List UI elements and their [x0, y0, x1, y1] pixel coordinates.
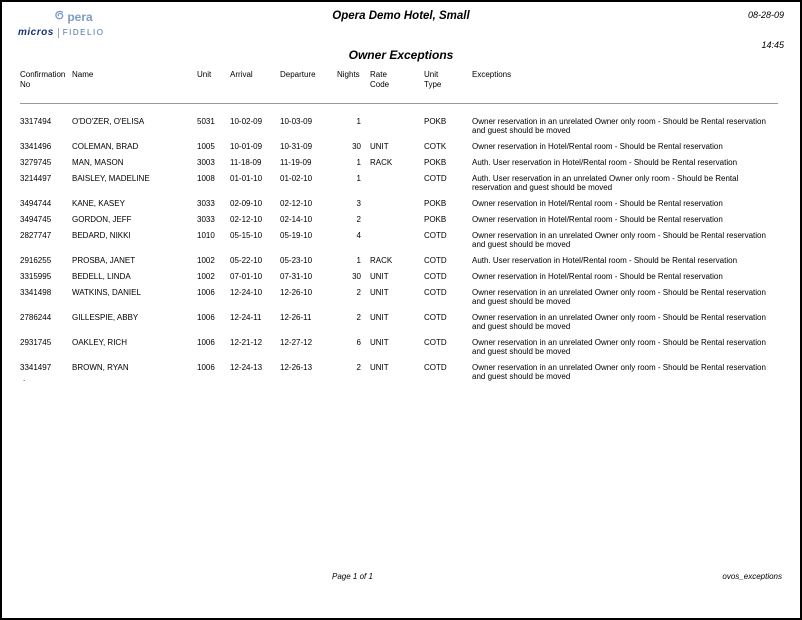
cell-unit: 1010	[197, 231, 215, 240]
cell-exception: Owner reservation in an unrelated Owner only room - Should be Rental reservation and guest should be moved	[472, 338, 766, 356]
col-header-line: Confirmation	[20, 70, 66, 79]
page-number-label: Page 1 of 1	[332, 572, 373, 581]
table-row	[20, 104, 778, 140]
cell-name: MAN, MASON	[72, 158, 124, 167]
col-header-nights	[337, 70, 363, 104]
col-header-line: Name	[72, 70, 94, 79]
cell-unit: 1008	[197, 174, 215, 183]
col-header-unit	[192, 70, 230, 104]
cell-unit-type: POKB	[424, 158, 447, 167]
col-header-line: Arrival	[230, 70, 253, 79]
cell-rate-code: UNIT	[370, 313, 389, 322]
table-row	[20, 139, 778, 155]
cell-unit: 1002	[197, 256, 215, 265]
cell-name: O'DO'ZER, O'ELISA	[72, 117, 145, 126]
col-header-arrival	[230, 70, 280, 104]
cell-rate-code	[363, 104, 417, 140]
cell-nights: 1	[356, 256, 361, 265]
table-row	[20, 253, 778, 269]
table-row	[20, 171, 778, 196]
report-run-date: 08-28-09	[747, 10, 784, 20]
cell-exception: Auth. User reservation in Hotel/Rental room - Should be Rental reservation	[472, 158, 738, 167]
report-title: Owner Exceptions	[348, 48, 454, 62]
cell-exception: Owner reservation in Hotel/Rental room - Should be Rental reservation	[472, 142, 723, 151]
cell-unit-type: COTD	[424, 313, 447, 322]
cell-departure: 12-26-13	[280, 363, 313, 372]
cell-unit: 1006	[197, 313, 215, 322]
cell-confirmation-no: 3341498	[20, 288, 52, 297]
cell-departure: 12-26-11	[280, 313, 312, 322]
cell-name: GILLESPIE, ABBY	[72, 313, 139, 322]
table-row	[20, 212, 778, 228]
table-header-row	[20, 70, 778, 104]
micros-fidelio-logo	[18, 27, 128, 38]
cell-confirmation-no: 2931745	[20, 338, 52, 347]
table-row	[20, 228, 778, 253]
table-body	[20, 104, 778, 386]
opera-logo-text: pera	[67, 10, 93, 24]
cell-rate-code: UNIT	[370, 338, 389, 347]
col-header-line: Nights	[337, 70, 360, 79]
report-file-name: ovos_exceptions	[722, 572, 782, 581]
cell-unit: 3033	[197, 215, 215, 224]
cell-exception: Auth. User reservation in an unrelated Owner only room - Should be Rental reservation and guest should be moved	[472, 174, 739, 192]
cell-confirmation-no: 3315995	[20, 272, 52, 281]
cell-unit-type: POKB	[424, 199, 447, 208]
cell-rate-code: UNIT	[370, 142, 389, 151]
cell-unit-type: COTD	[424, 363, 447, 372]
cell-unit-type: COTD	[424, 174, 447, 183]
cell-unit-type: COTD	[424, 272, 447, 281]
cell-unit-type: COTD	[424, 288, 447, 297]
col-header-unit-type	[417, 70, 465, 104]
cell-exception: Owner reservation in Hotel/Rental room - Should be Rental reservation	[472, 272, 723, 281]
cell-confirmation-no: 2827747	[20, 231, 52, 240]
col-header-confirmation-no	[20, 70, 72, 104]
cell-rate-code: RACK	[370, 158, 393, 167]
cell-departure: 02-14-10	[280, 215, 313, 224]
table-row	[20, 335, 778, 360]
cell-name: BEDARD, NIKKI	[72, 231, 131, 240]
cell-arrival: 12-24-11	[230, 313, 262, 322]
exceptions-table	[20, 70, 778, 385]
table-row	[20, 360, 778, 385]
cell-confirmation-no: 3214497	[20, 174, 52, 183]
cell-rate-code: RACK	[370, 256, 393, 265]
cell-nights: 2	[356, 363, 361, 372]
cell-confirmation-no: 3317494	[20, 117, 52, 126]
micros-logo-text: micros	[18, 27, 54, 38]
cell-nights: 30	[352, 142, 361, 151]
col-header-rate-code	[363, 70, 417, 104]
table-row	[20, 285, 778, 310]
cell-nights: 4	[356, 231, 361, 240]
cell-exception: Owner reservation in Hotel/Rental room - Should be Rental reservation	[472, 215, 723, 224]
cell-nights: 1	[356, 174, 361, 183]
cell-departure: 10-03-09	[280, 117, 313, 126]
cell-nights: 1	[356, 117, 361, 126]
cell-confirmation-no: 3494745	[20, 215, 52, 224]
cell-departure: 05-19-10	[280, 231, 313, 240]
stray-period-mark: .	[23, 374, 26, 383]
cell-departure: 10-31-09	[280, 142, 313, 151]
cell-name: KANE, KASEY	[72, 199, 125, 208]
cell-unit-type: COTD	[424, 231, 447, 240]
cell-unit: 3003	[197, 158, 215, 167]
cell-arrival: 02-12-10	[230, 215, 263, 224]
cell-nights: 2	[356, 215, 361, 224]
cell-rate-code	[363, 212, 417, 228]
report-run-time: 14:45	[761, 40, 784, 50]
cell-nights: 6	[356, 338, 361, 347]
cell-unit: 3033	[197, 199, 215, 208]
cell-name: BEDELL, LINDA	[72, 272, 131, 281]
cell-confirmation-no: 2786244	[20, 313, 52, 322]
cell-exception: Owner reservation in an unrelated Owner only room - Should be Rental reservation and guest should be moved	[472, 363, 766, 381]
cell-arrival: 10-01-09	[230, 142, 263, 151]
cell-arrival: 11-18-09	[230, 158, 262, 167]
cell-exception: Owner reservation in an unrelated Owner only room - Should be Rental reservation and guest should be moved	[472, 231, 766, 249]
cell-name: WATKINS, DANIEL	[72, 288, 141, 297]
cell-exception: Owner reservation in Hotel/Rental room - Should be Rental reservation	[472, 199, 723, 208]
col-header-name	[72, 70, 192, 104]
cell-nights: 3	[356, 199, 361, 208]
cell-exception: Owner reservation in an unrelated Owner only room - Should be Rental reservation and guest should be moved	[472, 313, 766, 331]
logo-divider	[58, 28, 59, 38]
col-header-line: Unit	[197, 70, 212, 79]
exceptions-table-wrap	[20, 70, 778, 385]
cell-exception: Owner reservation in an unrelated Owner only room - Should be Rental reservation and guest should be moved	[472, 288, 766, 306]
cell-nights: 30	[352, 272, 361, 281]
cell-arrival: 05-22-10	[230, 256, 263, 265]
cell-unit-type: COTD	[424, 338, 447, 347]
cell-arrival: 02-09-10	[230, 199, 263, 208]
col-header-line: Rate	[370, 70, 387, 79]
cell-unit: 1006	[197, 288, 215, 297]
cell-nights: 2	[356, 288, 361, 297]
cell-unit-type: COTK	[424, 142, 447, 151]
col-header-line: No	[20, 79, 31, 89]
cell-unit-type: COTD	[424, 256, 447, 265]
cell-rate-code: UNIT	[370, 272, 389, 281]
cell-arrival: 12-24-10	[230, 288, 263, 297]
cell-name: GORDON, JEFF	[72, 215, 132, 224]
cell-arrival: 12-24-13	[230, 363, 263, 372]
cell-rate-code	[363, 171, 417, 196]
cell-unit: 5031	[197, 117, 215, 126]
col-header-departure	[280, 70, 337, 104]
cell-exception: Owner reservation in an unrelated Owner only room - Should be Rental reservation and guest should be moved	[472, 117, 766, 135]
col-header-line: Code	[370, 79, 390, 89]
cell-confirmation-no: 3279745	[20, 158, 52, 167]
col-header-line: Departure	[280, 70, 316, 79]
cell-unit-type: POKB	[424, 117, 447, 126]
cell-rate-code: UNIT	[370, 363, 389, 372]
cell-arrival: 01-01-10	[230, 174, 263, 183]
cell-confirmation-no: 3494744	[20, 199, 52, 208]
table-row	[20, 310, 778, 335]
hotel-title: Opera Demo Hotel, Small	[332, 10, 470, 22]
cell-name: BROWN, RYAN	[72, 363, 129, 372]
cell-name: BAISLEY, MADELINE	[72, 174, 150, 183]
cell-confirmation-no: 3341496	[20, 142, 52, 151]
col-header-line: Unit	[424, 70, 439, 79]
col-header-line: Exceptions	[472, 70, 512, 79]
cell-unit-type: POKB	[424, 215, 447, 224]
cell-departure: 02-12-10	[280, 199, 313, 208]
cell-exception: Auth. User reservation in Hotel/Rental room - Should be Rental reservation	[472, 256, 738, 265]
cell-name: OAKLEY, RICH	[72, 338, 127, 347]
cell-rate-code	[363, 196, 417, 212]
table-row	[20, 269, 778, 285]
cell-arrival: 10-02-09	[230, 117, 263, 126]
cell-departure: 01-02-10	[280, 174, 313, 183]
cell-arrival: 07-01-10	[230, 272, 263, 281]
cell-nights: 2	[356, 313, 361, 322]
cell-unit: 1006	[197, 338, 215, 347]
cell-nights: 1	[356, 158, 361, 167]
cell-arrival: 05-15-10	[230, 231, 263, 240]
cell-rate-code	[363, 228, 417, 253]
cell-arrival: 12-21-12	[230, 338, 263, 347]
cell-departure: 11-19-09	[280, 158, 312, 167]
col-header-line: Type	[424, 79, 442, 89]
cell-confirmation-no: 2916255	[20, 256, 52, 265]
cell-confirmation-no: 3341497	[20, 363, 52, 372]
cell-unit: 1005	[197, 142, 215, 151]
fidelio-logo-text: FIDELIO	[62, 28, 105, 37]
table-row	[20, 196, 778, 212]
cell-rate-code: UNIT	[370, 288, 389, 297]
col-header-exceptions	[465, 70, 778, 104]
cell-name: COLEMAN, BRAD	[72, 142, 139, 151]
cell-departure: 12-27-12	[280, 338, 313, 347]
cell-departure: 05-23-10	[280, 256, 313, 265]
cell-unit: 1002	[197, 272, 215, 281]
cell-departure: 07-31-10	[280, 272, 313, 281]
cell-departure: 12-26-10	[280, 288, 313, 297]
table-row	[20, 155, 778, 171]
cell-unit: 1006	[197, 363, 215, 372]
cell-name: PROSBA, JANET	[72, 256, 136, 265]
